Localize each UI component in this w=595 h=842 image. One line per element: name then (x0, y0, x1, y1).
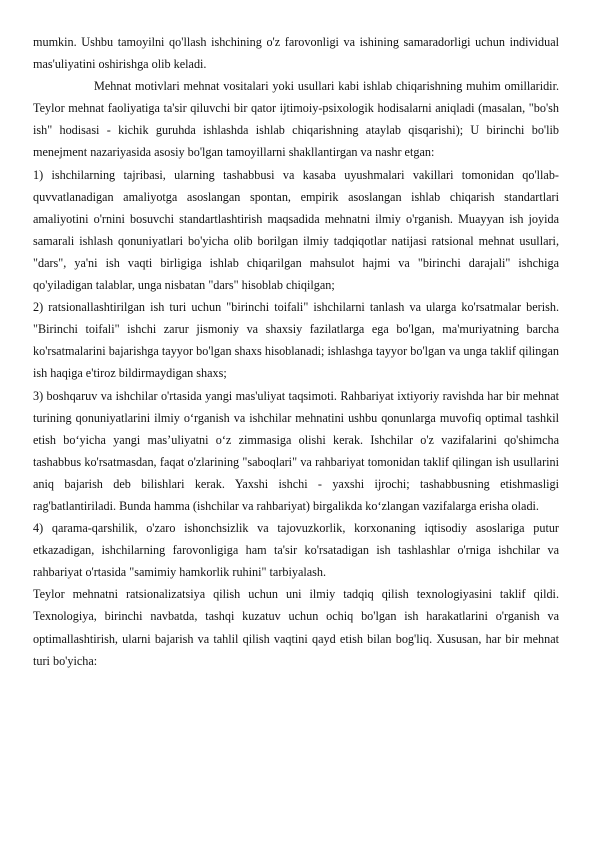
list-item-2: 2) ratsionallashtirilgan ish turi uchun "birinchi toifali" ishchilarni tanlash va ularga ko'rsatmalar berish. "Birinchi toifali" ishchi zarur jismoniy va shaxsiy fazilatlarga ega bo'lgan, ma'muriyatning barcha ko'rsatmalarini bajarishga tayyor bo'lgan shaxs hisoblanadi; ishlashga tayyor bo'lgan va unga taklif qilingan ish haqiga e'tiroz bildirmaydigan shaxs; (33, 300, 559, 381)
list-item-3: 3) boshqaruv va ishchilar o'rtasida yangi mas'uliyat taqsimoti. Rahbariyat ixtiyoriy ravishda har bir mehnat turining qonuniyatlarini ilmiy o‘rganish va ishchilar mehnatini ushbu qonunlarga muvofiq optimal tashkil etish bo‘yicha yangi mas’uliyatni o‘z zimmasiga olishi kerak. Ishchilar o'z vazifalarini qo'shimcha tashabbus ko'rsatmasdan, faqat o'zlarining "saboqlari" va rahbariyat tomonidan taklif qilingan ish usullarini aniq bajarish deb bilishlari kerak. Yaxshi ishchi - yaxshi ijrochi; tashabbusning etishmasligi rag'batlantiriladi. Bunda hamma (ishchilar va rahbariyat) birgalikda ko‘zlangan vazifalarga erisha oladi. (33, 388, 559, 513)
paragraph-intro-continuation: mumkin. Ushbu tamoyilni qo'llash ishchining o'z farovonligi va ishining samaradorligi uchun individual mas'uliyatini oshirishga olib keladi. (33, 35, 559, 72)
document-body (33, 31, 559, 672)
paragraph-teylor-texnologiya: Teylor mehnatni ratsionalizatsiya qilish uchun uni ilmiy tadqiq qilish texnologiyasini taklif qildi. Texnologiya, birinchi navbatda, tashqi kuzatuv uchun ochiq bo'lgan ish harakatlarini o'rganish va optimallashtirish, ularni bajarish va tahlil qilish vaqtini qayd etish bilan bog'liq. Xususan, har bir mehnat turi bo'yicha: (33, 587, 559, 668)
list-item-4: 4) qarama-qarshilik, o'zaro ishonchsizlik va tajovuzkorlik, korxonaning iqtisodiy asoslariga putur etkazadigan, ishchilarning farovonligiga ham ta'sir ko'rsatadigan ish tashlashlar o'rniga ishchilar va rahbariyat o'rtasida "samimiy hamkorlik ruhini" tarbiyalash. (33, 521, 559, 580)
paragraph-mehnat-motivlari: Mehnat motivlari mehnat vositalari yoki usullari kabi ishlab chiqarishning muhim omillaridir. Teylor mehnat faoliyatiga ta'sir qiluvchi bir qator ijtimoiy-psixologik hodisalarni aniqladi (masalan, "bo'sh ish" hodisasi - kichik guruhda ishlashda ishlab chiqarishning ataylab qisqarishi); U birinchi bo'lib menejment nazariyasida asosiy bo'lgan tamoyillarni shakllantirgan va nashr etgan: (33, 79, 559, 160)
list-item-1: 1) ishchilarning tajribasi, ularning tashabbusi va kasaba uyushmalari vakillari tomonidan qo'llab-quvvatlanadigan amaliyotga asoslangan spontan, empirik asoslangan ishlab chiqarish standartlari amaliyotini o'rnini bosuvchi standartlashtirish maqsadida mehnatni ilmiy o'rganish. Muayyan ish joyida samarali ishlash qonuniyatlari bo'yicha olib borilgan ilmiy tadqiqotlar natijasi ratsional mehnat usullari, "dars", ya'ni ish vaqti birligiga ishlab chiqarilgan mahsulot hajmi va "birinchi darajali" ishchiga qo'yiladigan talablar, unga nisbatan "dars" hisoblab chiqilgan; (33, 167, 559, 293)
